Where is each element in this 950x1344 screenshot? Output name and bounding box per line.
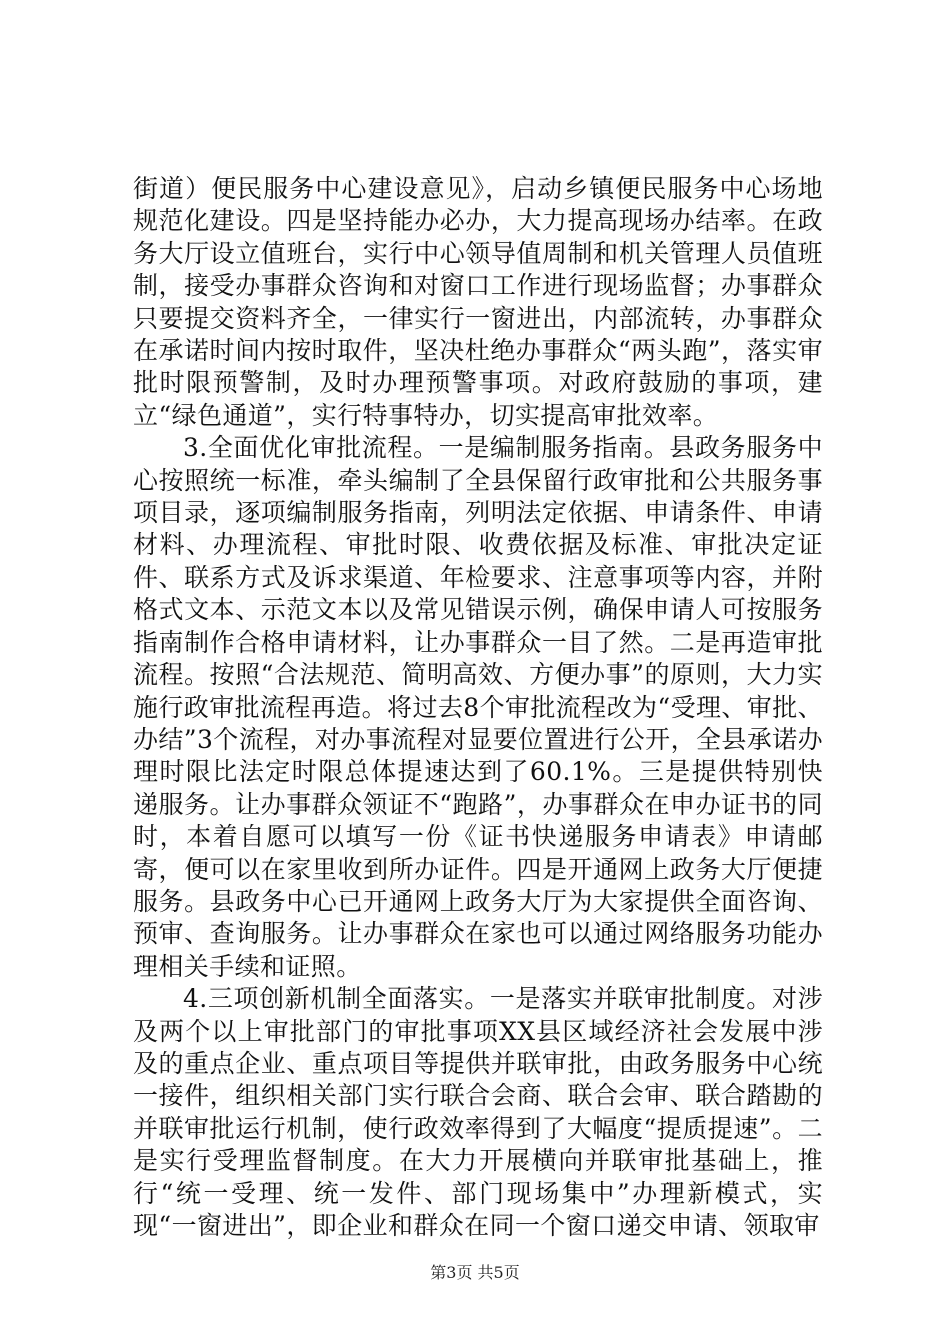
paragraph-continuation: 街道）便民服务中心建设意见》，启动乡镇便民服务中心场地规范化建设。四是坚持能办必办，大力提高现场办结率。在政务大厅设立值班台，实行中心领导值周制和机关管理人员值班制，接受办事群众咨询和对窗口工作进行现场监督；办事群众只要提交资料齐全，一律实行一窗进出，内部流转，办事群众在承诺时间内按时取件，坚决杜绝办事群众“两头跑”，落实审批时限预警制，及时办理预警事项。对政府鼓励的事项，建立“绿色通道”，实行特事特办，切实提高审批效率。 <box>133 174 823 430</box>
paragraph-section-3: 3.全面优化审批流程。一是编制服务指南。县政务服务中心按照统一标准，牵头编制了全县保留行政审批和公共服务事项目录，逐项编制服务指南，列明法定依据、申请条件、申请材料、办理流程、审批时限、收费依据及标准、审批决定证件、联系方式及诉求渠道、年检要求、注意事项等内容，并附格式文本、示范文本以及常见错误示例，确保申请人可按服务指南制作合格申请材料，让办事群众一目了然。二是再造审批流程。按照“合法规范、简明高效、方便办事”的原则，大力实施行政审批流程再造。将过去8个审批流程改为“受理、审批、办结”3个流程，对办事流程对显要位置进行公开，全县承诺办理时限比法定时限总体提速达到了60.1%。三是提供特别快递服务。让办事群众领证不“跑路”，办事群众在申办证书的同时，本着自愿可以填写一份《证书快递服务申请表》申请邮寄，便可以在家里收到所办证件。四是开通网上政务大厅便捷服务。县政务中心已开通网上政务大厅为大家提供全面咨询、预审、查询服务。让办事群众在家也可以通过网络服务功能办理相关手续和证照。 <box>133 433 823 981</box>
page-footer: 第3页 共5页 <box>430 1263 520 1282</box>
paragraph-section-4: 4.三项创新机制全面落实。一是落实并联审批制度。对涉及两个以上审批部门的审批事项XX县区域经济社会发展中涉及的重点企业、重点项目等提供并联审批，由政务服务中心统一接件，组织相关部门实行联合会商、联合会审、联合踏勘的并联审批运行机制，使行政效率得到了大幅度“提质提速”。二是实行受理监督制度。在大力开展横向并联审批基础上，推行“统一受理、统一发件、部门现场集中”办理新模式，实现“一窗进出”，即企业和群众在同一个窗口递交申请、领取审 <box>133 984 823 1240</box>
document-body <box>133 173 823 1242</box>
